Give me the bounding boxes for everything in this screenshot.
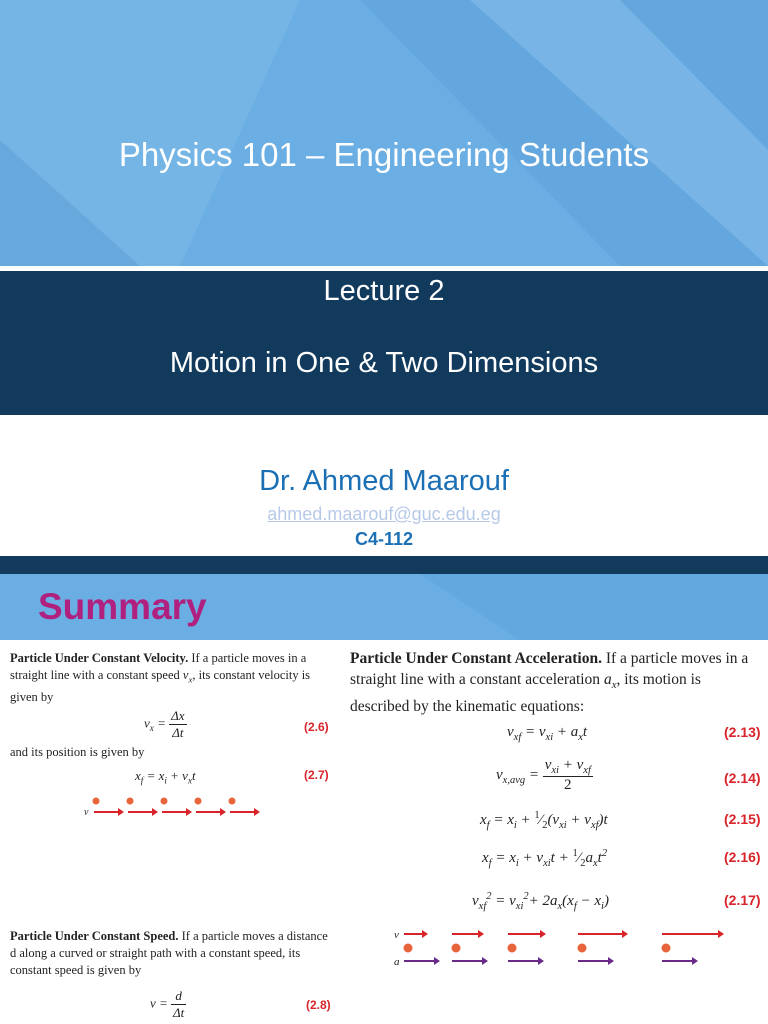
author-name: Dr. Ahmed Maarouf (259, 465, 509, 497)
ball-marker (452, 944, 461, 953)
presentation-title: Physics 101 – Engineering Students (118, 136, 650, 173)
constant-acceleration-motion-diagram (390, 924, 730, 974)
position-text: and its position is given by (10, 745, 145, 759)
slide-separator-bar (0, 556, 768, 574)
summary-title: Summary (38, 586, 207, 627)
speed-paragraph (10, 928, 335, 979)
equation-2-6: $v_x$ = $\frac{\Delta x}{\Delta t}$ (144, 708, 185, 740)
velocity-paragraph: Particle Under Constant Velocity. If a particle moves in a straight line with a constant speed $v_x$, its constant velocity is given by (10, 651, 311, 704)
ball-marker (229, 798, 236, 805)
banner-decoration (0, 0, 768, 266)
lecture-band (0, 271, 768, 415)
ball-marker (127, 798, 134, 805)
ball-marker (508, 944, 517, 953)
equation-number-2-16: (2.16) (724, 849, 761, 865)
acceleration-heading: Particle Under Constant Acceleration. (350, 650, 602, 667)
ball-marker (578, 944, 587, 953)
office-room: C4-112 (354, 529, 414, 549)
lecture-subtitle: Motion in One & Two Dimensions (169, 347, 599, 379)
ball-marker (161, 798, 168, 805)
equation-2-8: v = $\frac{d}{\Delta t}$ (150, 988, 185, 1020)
equation-number-2-6: (2.6) (304, 720, 329, 734)
equation-2-15: $x_f = x_i$ + $^1⁄_2(v_{xi} + v_{xf})t$ (480, 810, 608, 831)
equation-2-13: $v_{xf} = v_{xi} + a_xt$ (507, 724, 588, 743)
acceleration-paragraph: Particle Under Constant Acceleration. If a particle moves in a straight line with a constant acceleration $a_x$, its motion is described by the kinematic equations: (350, 650, 749, 716)
equation-number-2-14: (2.14) (724, 770, 761, 786)
acceleration-label: a (394, 956, 400, 968)
acceleration-text-b: , its motion is described by the kinematic equations: (350, 671, 701, 716)
velocity-label-left: v (84, 807, 89, 818)
summary-slide (0, 574, 768, 1024)
lecture-number: Lecture 2 (323, 275, 445, 307)
equation-number-2-13: (2.13) (724, 724, 761, 740)
velocity-label: v (394, 929, 399, 941)
equation-2-7: $x_f = x_i + v_xt$ (135, 768, 196, 786)
title-banner (0, 0, 768, 266)
speed-heading: Particle Under Constant Speed. (10, 929, 179, 943)
equation-2-14: $v_{x,avg}$ = $\frac{v_{xi} + v_{xf}}{2}$ (496, 757, 591, 793)
equation-number-2-8: (2.8) (306, 998, 331, 1012)
equation-number-2-17: (2.17) (724, 892, 761, 908)
ball-marker (93, 798, 100, 805)
velocity-text-b: , its constant velocity is given by (10, 668, 311, 704)
equation-number-2-15: (2.15) (724, 811, 761, 827)
summary-header (0, 574, 768, 640)
ball-marker (404, 944, 413, 953)
equation-2-17: $v_{xf}^2 = v_{xi}^2+ 2a_x(x_f - x_i)$ (472, 891, 609, 912)
speed-text: If a particle moves a distance d along a curved or straight path with a constant speed, its constant speed is given by (10, 929, 328, 977)
equation-2-16: $x_f = x_i + v_{xi}t$ + $^1⁄_2a_xt^2$ (482, 848, 608, 869)
ball-marker (195, 798, 202, 805)
equation-number-2-7: (2.7) (304, 768, 329, 782)
author-email-link[interactable]: ahmed.maarouf@guc.edu.eg (267, 504, 501, 524)
velocity-text-a: If a particle moves in a straight line with a constant speed (10, 651, 307, 682)
constant-velocity-motion-diagram (80, 796, 280, 822)
velocity-heading: Particle Under Constant Velocity. (10, 651, 189, 665)
ball-marker (662, 944, 671, 953)
acceleration-text-a: If a particle moves in a straight line with a constant acceleration (350, 650, 749, 688)
